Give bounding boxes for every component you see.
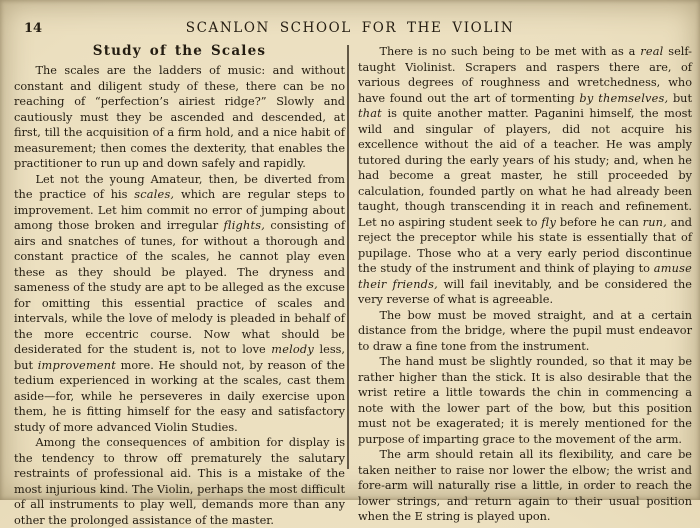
left-column-text — [14, 63, 345, 528]
paragraph: The scales are the ladders of music: and without constant and diligent study of these, there can be no reaching of “perfection’s airiest ridge?” Slowly and cautiously must they be ascended and descended, at first, till the acquisition of a firm hold, and a nice habit of measurement; then comes the dexterity, that enables the practitioner to run up and down safely and rapidly. — [14, 64, 345, 170]
right-column — [358, 44, 692, 525]
paragraph: Among the consequences of ambition for display is the tendency to throw off prematurely the salutary restraints of professional aid. This is a mistake of the most injurious kind. The Violin, perhaps the most difficult of all instruments to play well, demands more than any other the prolonged assistance of the master. — [14, 436, 345, 527]
right-column-text — [358, 44, 692, 525]
paragraph: There is no such being to be met with as a real self-taught Violinist. Scrapers and raspers there are, of various degrees of roughness and wretchedness, who have found out the art of tormenting by themselves, but that is quite another matter. Paganini himself, the most wild and singular of players, did not acquire his excellence without the aid of a teacher. He was amply tutored during the early years of his study; and, when he had become a great master, he still proceeded by calculation, founded partly on what he had already been taught, though transcending it in reach and refinement. Let no aspiring student seek to fly before he can run, and reject the preceptor while his state is essentially that of pupilage. Those who at a very early period discontinue the study of the instrument and think of playing to amuse their friends, will fail inevitably, and be considered the very reverse of what is agreeable. — [358, 45, 692, 306]
page-number: 14 — [24, 21, 43, 36]
left-column — [14, 42, 345, 528]
section-heading: Study of the Scales — [92, 43, 267, 59]
paragraph: The arm should retain all its flexibility, and care be taken neither to raise nor lower the elbow; the wrist and fore-arm will naturally rise a little, in order to reach the lower strings, and return again to their usual position when the E string is played upon. — [358, 448, 692, 523]
paragraph: The hand must be slightly rounded, so that it may be rather higher than the stick. It is also desirable that the wrist retire a little towards the chin in commencing a note with the lower part of the bow, but this position must not be exagerated; it is merely mentioned for the purpose of imparting grace to the movement of the arm. — [358, 355, 692, 446]
paragraph: Let not the young Amateur, then, be diverted from the practice of his scales, which are regular steps to improvement. Let him commit no error of jumping about among those broken and irregular flights, consisting of airs and snatches of tunes, for without a thorough and constant practice of the scales, he cannot play even these as they should be played. The dryness and sameness of the study are apt to be alleged as the excuse for omitting this essential practice of scales and intervals, while the love of melody is pleaded in behalf of the more eccentric course. Now what should be desiderated for the student is, not to love melody less, but improvement more. He should not, by reason of the tedium experienced in working at the scales, cast them aside—for, while he perseveres in daily exercise upon them, he is fitting himself for the easy and satisfactory study of more advanced Violin Studies. — [14, 172, 346, 434]
paragraph: The bow must be moved straight, and at a certain distance from the bridge, where the pupil must endeavor to draw a fine tone from the instrument. — [358, 308, 692, 353]
running-head-title: SCANLON SCHOOL FOR THE VIOLIN — [185, 20, 515, 36]
column-divider — [347, 45, 349, 469]
